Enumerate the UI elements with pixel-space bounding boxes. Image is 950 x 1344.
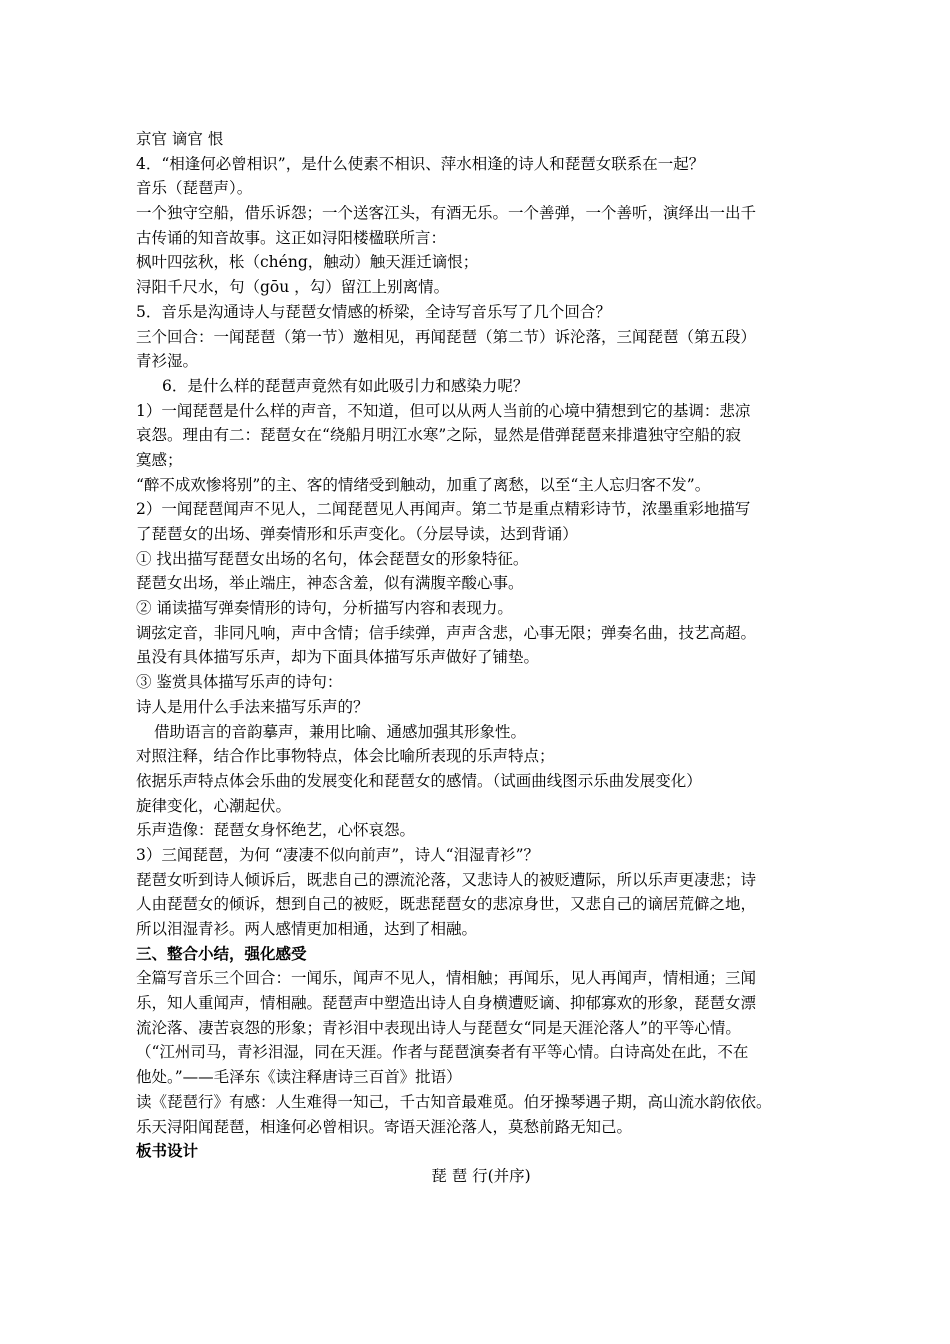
text-line: 虽没有具体描写乐声，却为下面具体描写乐声做好了铺垫。 bbox=[136, 648, 540, 667]
couplet-line: 枫叶四弦秋，枨（chéng，触动）触天涯迁谪恨； bbox=[136, 253, 479, 272]
text-line: 京官 谪官 恨 bbox=[136, 130, 224, 148]
text-line: 寞感； bbox=[136, 450, 183, 469]
text-line: 3）三闻琵琶，为何 “凄凄不似向前声”，诗人“泪湿青衫”？ bbox=[136, 845, 539, 864]
question-6: 6．是什么样的琵琶声竟然有如此吸引力和感染力呢？ bbox=[162, 376, 529, 395]
text-line: 读《琵琶行》有感：人生难得一知己，千古知音最难觅。伯牙操琴遇子期，高山流水韵依依。 bbox=[136, 1092, 772, 1111]
document-body bbox=[136, 127, 826, 1189]
text-line: 哀怨。理由有二：琵琶女在“绕船月明江水寒”之际，显然是借弹琵琶来排遣独守空船的寂 bbox=[136, 426, 741, 445]
text-line: 琵琶女出场，举止端庄，神态含羞，似有满腹辛酸心事。 bbox=[136, 574, 524, 593]
text-line: （“江州司马，青衫泪湿，同在天涯。作者与琵琶演奏者有平等心情。白诗高处在此，不在 bbox=[136, 1043, 749, 1062]
section-heading: 三、整合小结，强化感受 bbox=[136, 944, 307, 963]
text-line: 所以泪湿青衫。两人感情更加相通，达到了相融。 bbox=[136, 920, 478, 938]
text-line: 人由琵琶女的倾诉，想到自己的被贬，既悲琵琶女的悲凉身世，又悲自己的谪居荒僻之地， bbox=[136, 895, 757, 914]
text-line: 古传诵的知音故事。这正如浔阳楼楹联所言： bbox=[136, 228, 447, 247]
list-item: ① 找出描写琵琶女出场的名句，体会琵琶女的形象特征。 bbox=[136, 549, 529, 568]
text-line: 借助语言的音韵摹声，兼用比喻、通感加强其形象性。 bbox=[154, 722, 527, 741]
text-line: 乐声造像：琵琶女身怀绝艺，心怀哀怨。 bbox=[136, 821, 416, 840]
text-line: “醉不成欢惨将别”的主、客的情绪受到触动，加重了离愁，以至“主人忘归客不发”。 bbox=[136, 475, 711, 494]
text-line: 对照注释，结合作比事物特点，体会比喻所表现的乐声特点； bbox=[136, 747, 555, 766]
text-line: 全篇写音乐三个回合：一闻乐，闻声不见人，情相触；再闻乐，见人再闻声，情相通；三闻 bbox=[136, 969, 757, 988]
question-4: 4．“相逢何必曾相识”，是什么使素不相识、萍水相逢的诗人和琵琶女联系在一起？ bbox=[136, 154, 705, 173]
text-line: 2）一闻琵琶闻声不见人，二闻琵琶见人再闻声。第二节是重点精彩诗节，浓墨重彩地描写 bbox=[136, 500, 751, 519]
text-line: 他处。”——毛泽东《读注释唐诗三百首》批语） bbox=[136, 1068, 462, 1087]
text-line: 1）一闻琵琶是什么样的声音，不知道，但可以从两人当前的心境中猜想到它的基调：悲凉 bbox=[136, 401, 751, 420]
couplet-line: 浔阳千尺水，句（gōu ，勾）留江上别离情。 bbox=[136, 278, 450, 297]
text-line: 流沦落、凄苦哀怨的形象；青衫泪中表现出诗人与琵琶女“同是天涯沦落人”的平等心情。 bbox=[136, 1018, 741, 1037]
section-heading: 板书设计 bbox=[136, 1142, 199, 1161]
text-line: 琵琶女听到诗人倾诉后，既悲自己的漂流沦落，又悲诗人的被贬遭际，所以乐声更凄悲；诗 bbox=[136, 870, 757, 889]
text-line: 一个独守空船，借乐诉怨；一个送客江头，有酒无乐。一个善弹，一个善听，演绎出一出千 bbox=[136, 204, 757, 223]
list-item: ③ 鉴赏具体描写乐声的诗句： bbox=[136, 673, 343, 692]
text-line: 三个回合：一闻琵琶（第一节）邀相见，再闻琵琶（第二节）诉沦落，三闻琵琶（第五段） bbox=[136, 327, 757, 346]
text-line: 诗人是用什么手法来描写乐声的？ bbox=[136, 697, 369, 716]
text-line: 调弦定音，非同凡响，声中含情；信手续弹，声声含悲，心事无限；弹奏名曲，技艺高超。 bbox=[136, 623, 757, 642]
text-line: 依据乐声特点体会乐曲的发展变化和琵琶女的感情。（试画曲线图示乐曲发展变化） bbox=[136, 771, 702, 790]
text-line: 音乐（琵琶声）。 bbox=[136, 179, 253, 198]
text-line: 乐天浔阳闻琵琶，相逢何必曾相识。寄语天涯沦落人，莫愁前路无知己。 bbox=[136, 1117, 633, 1136]
question-5: 5．音乐是沟通诗人与琵琶女情感的桥梁，全诗写音乐写了几个回合？ bbox=[136, 302, 611, 321]
list-item: ② 诵读描写弹奏情形的诗句，分析描写内容和表现力。 bbox=[136, 599, 513, 618]
text-line: 旋律变化，心潮起伏。 bbox=[136, 796, 292, 815]
text-line: 青衫湿。 bbox=[136, 352, 199, 371]
text-line: 乐，知人重闻声，情相融。琵琶声中塑造出诗人自身横遭贬谪、抑郁寡欢的形象，琵琶女漂 bbox=[136, 994, 757, 1013]
text-line: 了琵琶女的出场、弹奏情形和乐声变化。（分层导读，达到背诵） bbox=[136, 525, 578, 543]
board-title: 琵 琶 行(并序) bbox=[431, 1166, 531, 1185]
